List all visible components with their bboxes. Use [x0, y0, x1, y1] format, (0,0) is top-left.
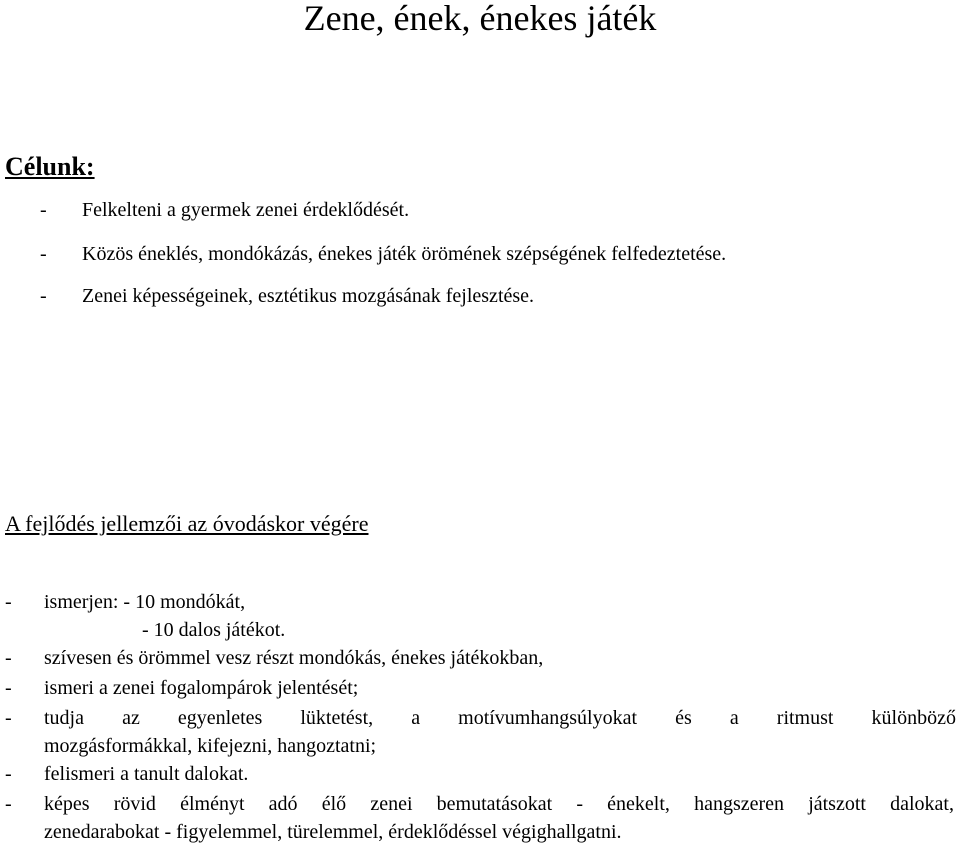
justified-word: bemutatásokat	[436, 793, 553, 815]
goals-heading: Célunk:	[5, 152, 95, 181]
justified-word: rövid	[113, 793, 156, 815]
justified-word: hangszeren	[694, 793, 785, 815]
development-item-line: felismeri a tanult dalokat.	[44, 763, 249, 785]
justified-word: zenei	[370, 793, 413, 815]
page-title: Zene, ének, énekes játék	[303, 0, 657, 38]
goal-item: Felkelteni a gyermek zenei érdeklődését.	[82, 199, 410, 221]
justified-word: képes	[44, 793, 90, 815]
justified-word: énekelt,	[607, 793, 670, 815]
justified-word: motívumhangsúlyokat	[458, 707, 638, 729]
justified-word: élményt	[180, 793, 245, 815]
justified-word: az	[122, 707, 140, 729]
bullet-dash: -	[40, 243, 47, 265]
justified-word: egyenletes	[177, 707, 263, 729]
bullet-dash: -	[5, 591, 12, 613]
justified-word: tudja	[44, 707, 84, 729]
bullet-dash: -	[40, 285, 47, 307]
justified-word: élő	[321, 793, 347, 815]
development-item-line: ismeri a zenei fogalompárok jelentését;	[44, 677, 359, 699]
development-item-line: - 10 dalos játékot.	[142, 619, 286, 641]
development-item-line: zenedarabokat - figyelemmel, türelemmel, érdeklődéssel végighallgatni.	[44, 821, 622, 843]
justified-word: -	[576, 793, 584, 815]
justified-word: ritmust	[776, 707, 834, 729]
development-item-line	[44, 792, 954, 816]
goal-item: Közös éneklés, mondókázás, énekes játék örömének szépségének felfedeztetése.	[82, 243, 727, 265]
bullet-dash: -	[40, 199, 47, 221]
justified-word: a	[729, 707, 739, 729]
justified-word: különböző	[871, 707, 956, 729]
justified-word: dalokat,	[890, 793, 954, 815]
justified-word: lüktetést,	[300, 707, 374, 729]
development-item-line: mozgásformákkal, kifejezni, hangoztatni;	[44, 735, 377, 757]
goal-item: Zenei képességeinek, esztétikus mozgásának fejlesztése.	[82, 285, 535, 307]
bullet-dash: -	[5, 763, 12, 785]
development-heading: A fejlődés jellemzői az óvodáskor végére	[5, 511, 369, 536]
justified-word: adó	[268, 793, 298, 815]
justified-word: és	[675, 707, 692, 729]
bullet-dash: -	[5, 707, 12, 729]
justified-word: a	[411, 707, 421, 729]
development-item-line: szívesen és örömmel vesz részt mondókás, énekes játékokban,	[44, 647, 544, 669]
development-item-line	[44, 706, 956, 730]
bullet-dash: -	[5, 677, 12, 699]
bullet-dash: -	[5, 647, 12, 669]
development-item-line: ismerjen: - 10 mondókát,	[44, 591, 246, 613]
justified-word: játszott	[808, 793, 866, 815]
bullet-dash: -	[5, 793, 12, 815]
